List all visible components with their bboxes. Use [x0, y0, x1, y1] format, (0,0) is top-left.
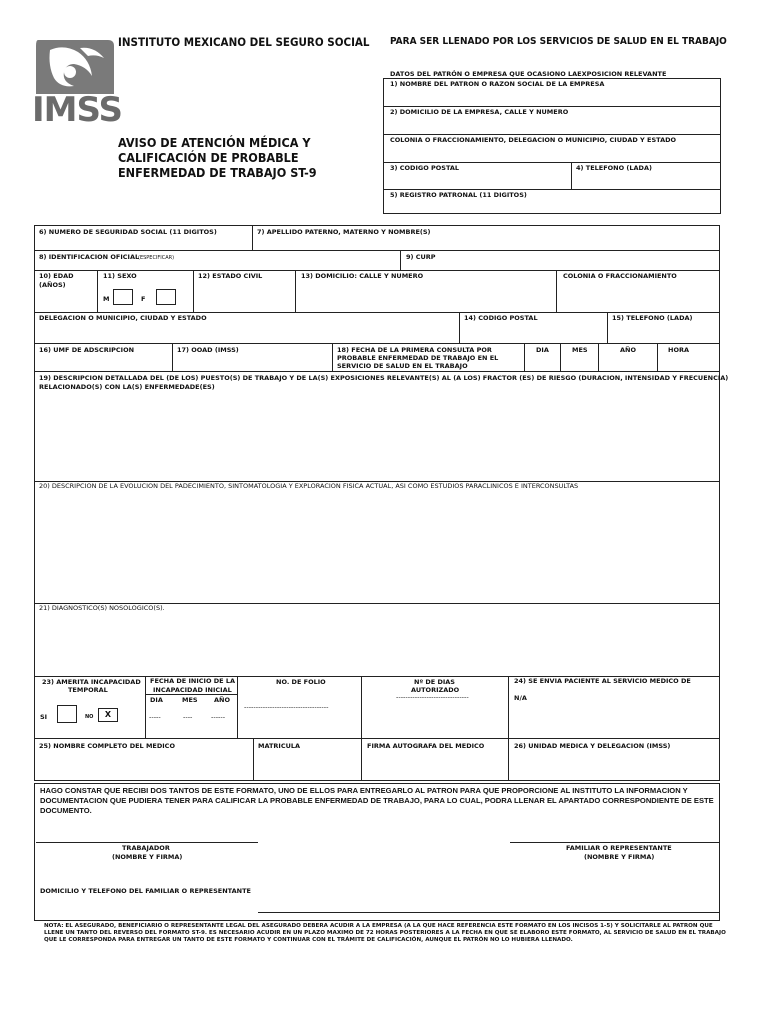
- folio-label: NO. DE FOLIO: [276, 678, 326, 686]
- receipt-text-3: DOCUMENTO.: [40, 806, 92, 815]
- incapacity-month-value[interactable]: ----: [183, 713, 193, 721]
- note-line-3: QUE LE CORRESPONDA PARA ENTREGAR UN TANTO DE ESTE FORMATO Y CONTINUAR CON EL TRÁMITE DE CALIFICACIÓN, AUNQUE EL PATRÓN NO LO HUBIERA LLENADO.: [44, 937, 573, 943]
- doctor-signature-field[interactable]: FIRMA AUTOGRAFA DEL MEDICO: [367, 742, 485, 750]
- representative-address-label: DOMICILIO Y TELEFONO DEL FAMILIAR O REPRESENTANTE: [40, 887, 251, 895]
- first-consult-label-2: PROBABLE ENFERMEDAD DE TRABAJO EN EL: [337, 354, 499, 362]
- worker-colonia-field[interactable]: COLONIA O FRACCIONAMIENTO: [563, 272, 677, 280]
- incapacity-month-label: MES: [182, 696, 198, 704]
- incapacity-no-label: NO: [85, 714, 94, 720]
- employer-zip-field[interactable]: 3) CODIGO POSTAL: [390, 164, 460, 172]
- ooad-field[interactable]: 17) OOAD (IMSS): [177, 346, 239, 354]
- full-name-field[interactable]: 7) APELLIDO PATERNO, MATERNO Y NOMBRE(S): [257, 228, 431, 236]
- worker-address-field[interactable]: 13) DOMICILIO: CALLE Y NUMERO: [301, 272, 424, 280]
- note-line-1: NOTA: EL ASEGURADO, BENEFICIARIO O REPRESENTANTE LEGAL DEL ASEGURADO DEBERA ACUDIR A LA EMPRESA (A LA QUE HACE REFERENCIA ESTE FORMATO EN LOS INCISOS 1-5) Y SOLICITARLE AL PATRON QUE: [44, 923, 713, 929]
- receipt-text-1: HAGO CONSTAR QUE RECIBI DOS TANTOS DE ESTE FORMATO, UNO DE ELLOS PARA ENTREGARLO AL PATRON PARA QUE PROPORCIONE AL INSTITUTO LA INFORMACION Y: [40, 786, 688, 795]
- umf-field[interactable]: 16) UMF DE ADSCRIPCION: [39, 346, 135, 354]
- nss-field[interactable]: 6) NUMERO DE SEGURIDAD SOCIAL (11 DIGITOS): [39, 228, 217, 236]
- worker-municipality-field[interactable]: DELEGACION O MUNICIPIO, CIUDAD Y ESTADO: [39, 314, 207, 322]
- representative-signature-line[interactable]: [510, 842, 720, 843]
- age-field[interactable]: 10) EDAD: [39, 272, 74, 280]
- doctor-id-field[interactable]: MATRICULA: [258, 742, 301, 750]
- employer-registry-field[interactable]: 5) REGISTRO PATRONAL (11 DIGITOS): [390, 191, 527, 199]
- incapacity-day-label: DIA: [150, 696, 163, 704]
- sex-f-label: F: [141, 295, 146, 303]
- days-label-1: Nº DE DIAS: [414, 678, 455, 686]
- incapacity-day-value[interactable]: -----: [149, 713, 161, 721]
- incapacity-si-label: SI: [40, 713, 48, 721]
- temp-incapacity-label-2: TEMPORAL: [68, 686, 108, 694]
- worker-phone-field[interactable]: 15) TELEFONO (LADA): [612, 314, 693, 322]
- evolution-field[interactable]: 20) DESCRIPCION DE LA EVOLUCION DEL PADECIMIENTO, SINTOMATOLOGIA Y EXPLORACION FISICA ACTUAL, ASI COMO ESTUDIOS PARACLINICOS E INTERCONSULTAS: [39, 482, 579, 490]
- job-description-field-2: RELACIONADO(S) CON LA(S) ENFERMEDADE(ES): [39, 383, 215, 391]
- representative-signature-label: FAMILIAR O REPRESENTANTE: [566, 844, 672, 852]
- form-title-line-1: AVISO DE ATENCIÓN MÉDICA Y: [118, 135, 311, 150]
- temp-incapacity-label-1: 23) AMERITA INCAPACIDAD: [42, 678, 141, 686]
- imss-logo: [30, 36, 122, 130]
- worker-signature-label: TRABAJADOR: [122, 844, 170, 852]
- referral-label: 24) SE ENVIA PACIENTE AL SERVICIO MEDICO DE: [514, 677, 691, 685]
- note-line-2: LLENE UN TANTO DEL REVERSO DEL FORMATO ST-9. ES NECESARIO ACUDIR EN UN PLAZO MAXIMO DE 72 HORAS POSTERIORES A LA FECHA EN QUE SE ELABORO ESTE FORMATO, AL SERVICIO DE SALUD EN EL TRABAJO: [44, 930, 726, 936]
- consult-month-field[interactable]: MES: [572, 346, 588, 354]
- official-id-field[interactable]: 8) IDENTIFICACION OFICIAL: [39, 253, 140, 261]
- first-consult-label-3: SERVICIO DE SALUD EN EL TRABAJO: [337, 362, 468, 370]
- sex-label: 11) SEXO: [103, 272, 137, 280]
- consult-hour-field[interactable]: HORA: [668, 346, 690, 354]
- worker-signature-sublabel: (NOMBRE Y FIRMA): [112, 853, 183, 861]
- consult-day-field[interactable]: DIA: [536, 346, 549, 354]
- diagnosis-field[interactable]: 21) DIAGNOSTICO(S) NOSOLOGICO(S).: [39, 604, 165, 612]
- days-value[interactable]: -------------------------------: [396, 693, 469, 701]
- incapacity-start-label-1: FECHA DE INICIO DE LA: [150, 677, 236, 685]
- curp-field[interactable]: 9) CURP: [406, 253, 436, 261]
- medical-unit-field[interactable]: 26) UNIDAD MEDICA Y DELEGACION (IMSS): [514, 742, 671, 750]
- consult-year-field[interactable]: AÑO: [620, 346, 636, 354]
- representative-address-line[interactable]: [258, 912, 720, 913]
- receipt-text-2: DOCUMENTACION QUE PUDIERA TENER PARA CALIFICAR LA PROBABLE ENFERMEDAD DE TRABAJO, PARA LO CUAL, PODRA LLENAR EL APARTADO CORRESPONDIENTE DE ESTE: [40, 796, 714, 805]
- incapacity-year-label: AÑO: [214, 696, 230, 704]
- incapacity-no-checkbox[interactable]: X: [98, 708, 118, 722]
- sex-m-label: M: [103, 295, 110, 303]
- worker-zip-field[interactable]: 14) CODIGO POSTAL: [464, 314, 538, 322]
- referral-value[interactable]: N/A: [514, 694, 527, 702]
- incapacity-start-label-2: INCAPACIDAD INICIAL: [153, 686, 232, 694]
- incapacity-box: [34, 676, 720, 781]
- folio-value[interactable]: ------------------------------------: [244, 703, 329, 711]
- civil-status-field[interactable]: 12) ESTADO CIVIL: [198, 272, 263, 280]
- representative-signature-sublabel: (NOMBRE Y FIRMA): [584, 853, 655, 861]
- employer-colonia-field[interactable]: COLONIA O FRACCIONAMIENTO, DELEGACION O MUNICIPIO, CIUDAD Y ESTADO: [390, 136, 677, 144]
- description-box: [34, 371, 720, 677]
- form-title-line-2: CALIFICACIÓN DE PROBABLE: [118, 150, 299, 165]
- incapacity-year-value[interactable]: ------: [211, 713, 226, 721]
- institute-name: INSTITUTO MEXICANO DEL SEGURO SOCIAL: [118, 35, 370, 49]
- official-id-note: (ESPECIFICAR): [138, 255, 175, 261]
- worker-signature-line[interactable]: [36, 842, 258, 843]
- job-description-field[interactable]: 19) DESCRIPCION DETALLADA DEL (DE LOS) PUESTO(S) DE TRABAJO Y DE LA(S) EXPOSICIONES RELEVANTE(S) AL (A LOS) FRACTOR (ES) DE RIESGO (DURACION, INTENSIDAD Y FRECUENCIA): [39, 374, 729, 382]
- sex-m-checkbox[interactable]: [113, 289, 133, 305]
- logo-text: IMSS: [32, 90, 122, 130]
- age-unit: (AÑOS): [39, 281, 66, 289]
- right-header: PARA SER LLENADO POR LOS SERVICIOS DE SALUD EN EL TRABAJO: [390, 36, 727, 47]
- days-label-2: AUTORIZADO: [411, 686, 460, 694]
- employer-section-title: DATOS DEL PATRÓN O EMPRESA QUE OCASIONO LAEXPOSICION RELEVANTE: [390, 70, 667, 78]
- form-title-line-3: ENFERMEDAD DE TRABAJO ST-9: [118, 165, 317, 180]
- employer-phone-field[interactable]: 4) TELEFONO (LADA): [576, 164, 652, 172]
- first-consult-label-1: 18) FECHA DE LA PRIMERA CONSULTA POR: [337, 346, 492, 354]
- employer-name-field[interactable]: 1) NOMBRE DEL PATRON O RAZON SOCIAL DE LA EMPRESA: [390, 80, 605, 88]
- sex-f-checkbox[interactable]: [156, 289, 176, 305]
- employer-address-field[interactable]: 2) DOMICILIO DE LA EMPRESA, CALLE Y NUMERO: [390, 108, 569, 116]
- incapacity-si-checkbox[interactable]: [57, 705, 77, 723]
- doctor-name-field[interactable]: 25) NOMBRE COMPLETO DEL MEDICO: [39, 742, 175, 750]
